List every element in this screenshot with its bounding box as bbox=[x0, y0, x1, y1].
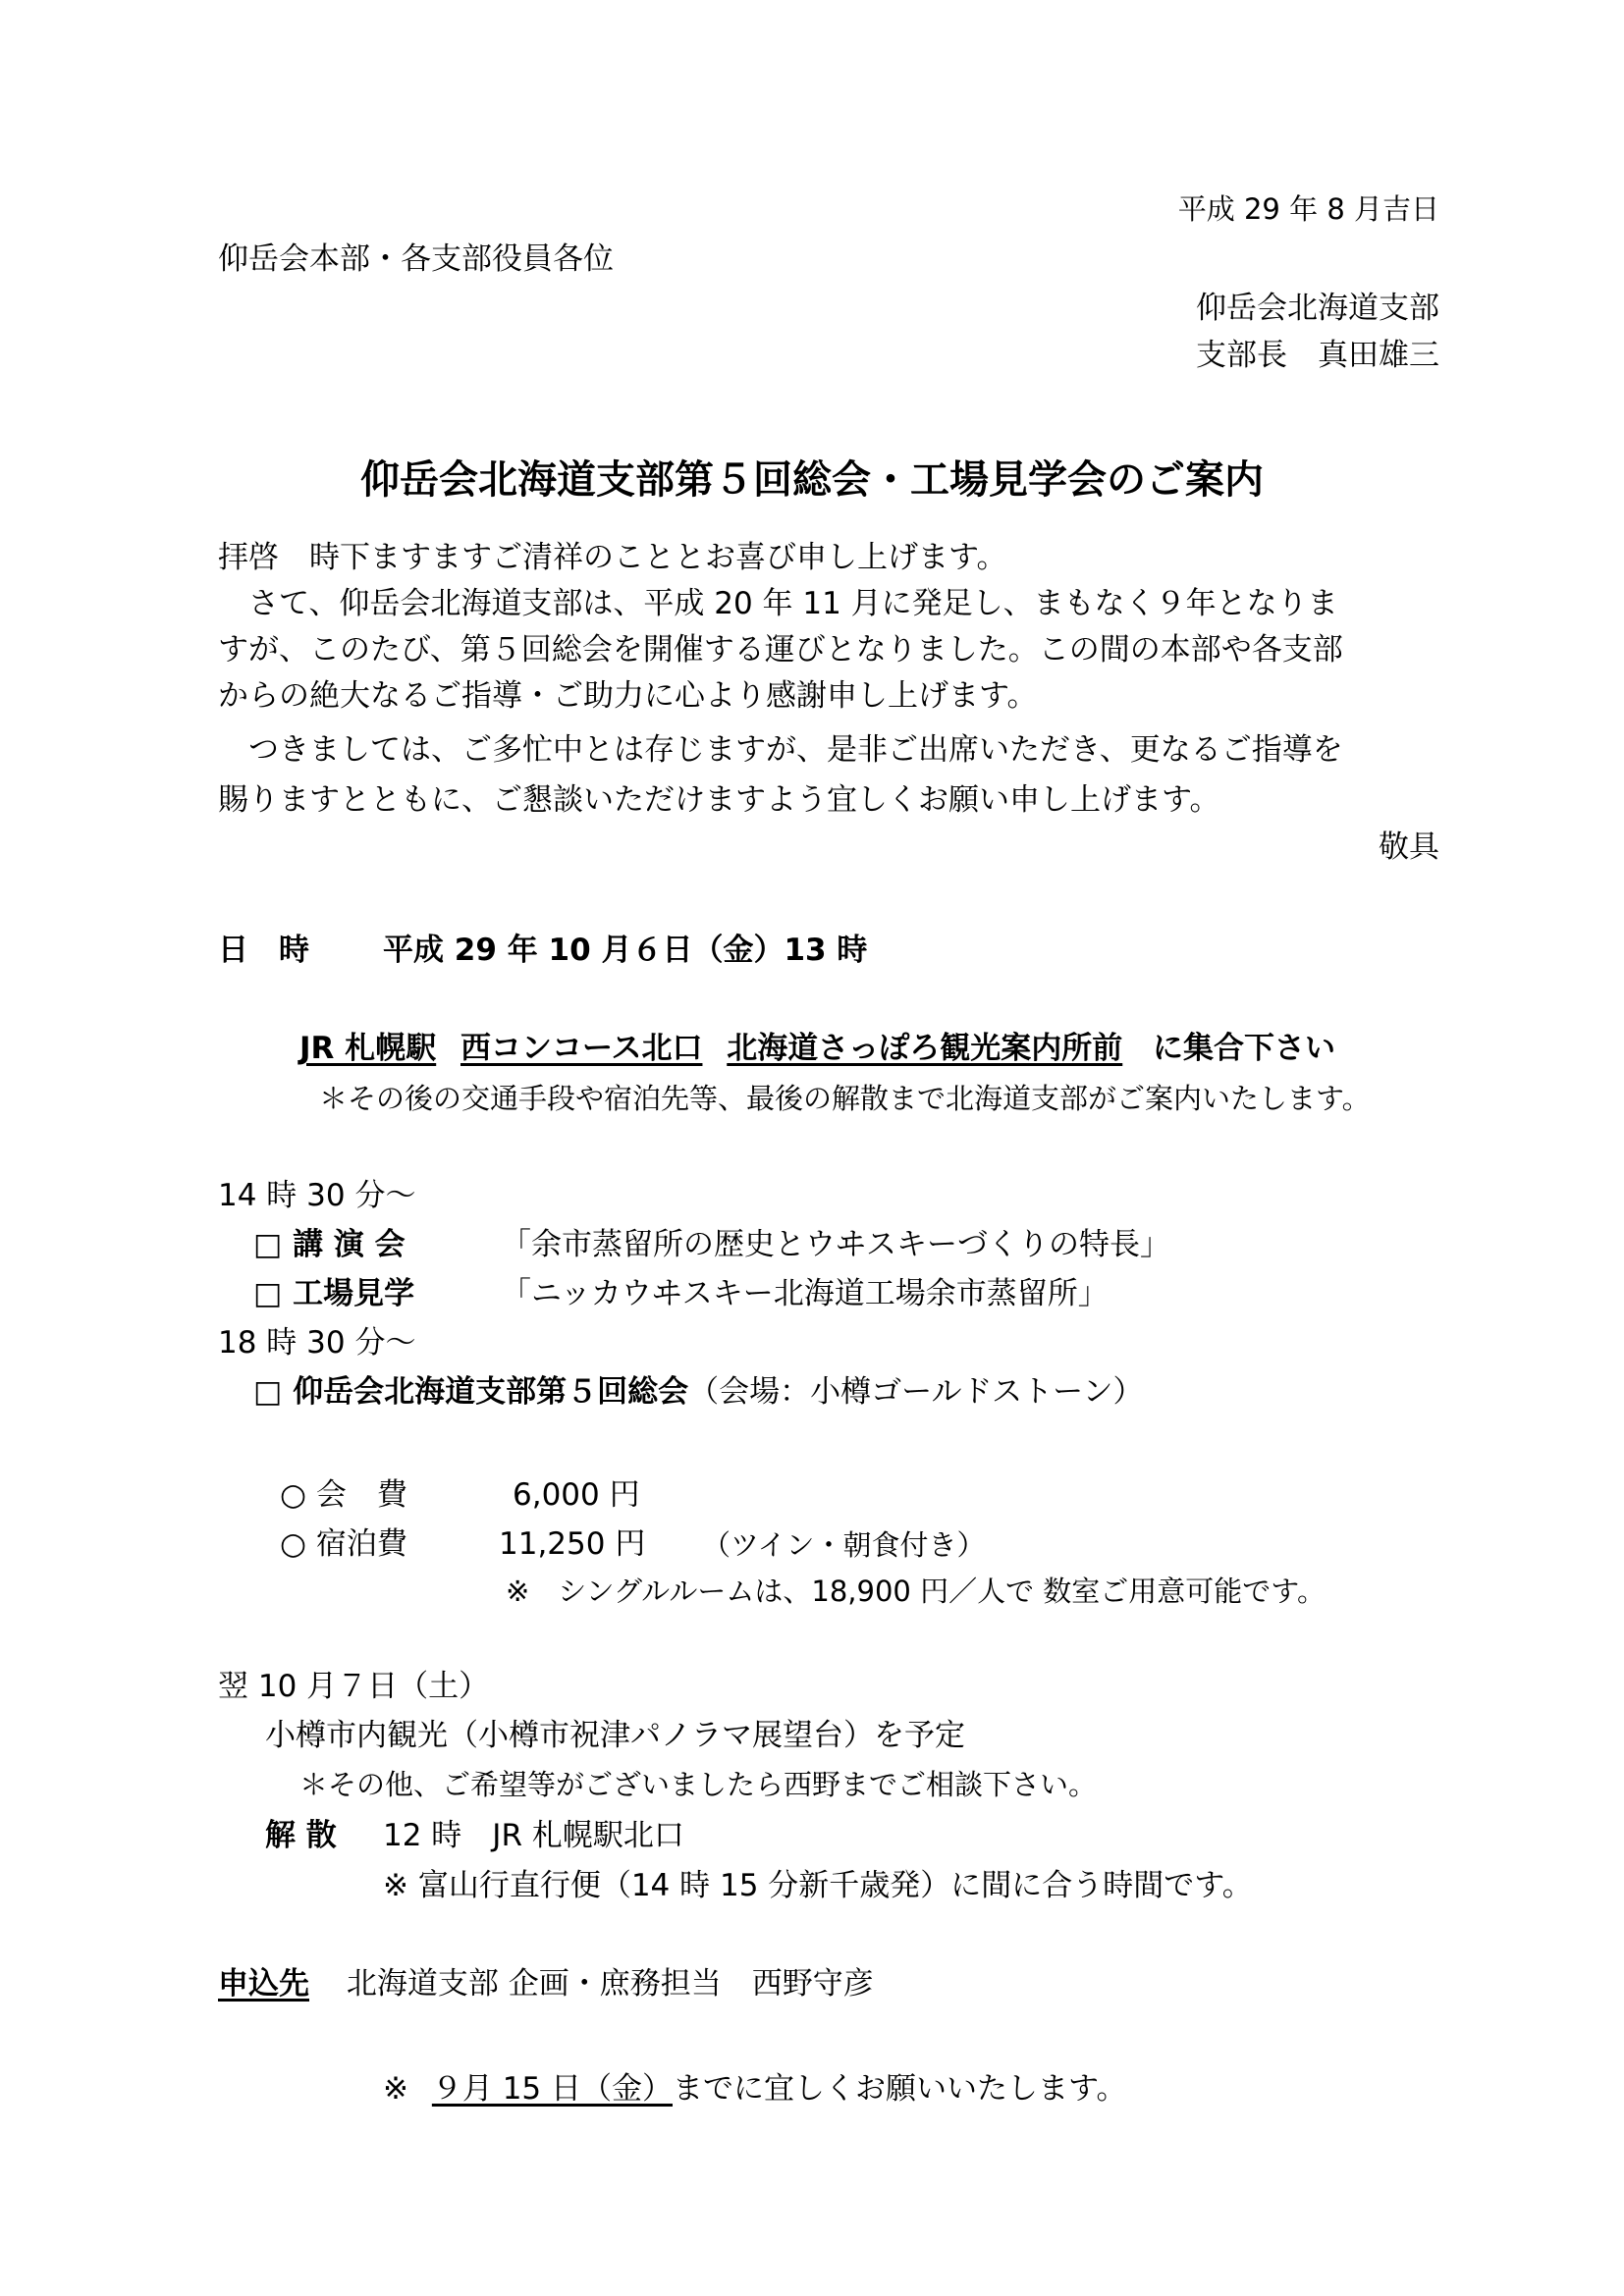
greeting-line: 拝啓 時下ますますご清祥のこととお喜び申し上げます。 bbox=[218, 540, 1007, 575]
lodging-note: （ツイン・朝食付き） bbox=[702, 1528, 986, 1562]
meeting-place: 北海道さっぽろ観光案内所前 bbox=[727, 1031, 1123, 1066]
paragraph-1-line-3: からの絶大なるご指導・ご助力に心より感謝申し上げます。 bbox=[218, 678, 1038, 714]
lodging-value: 11,250 円 bbox=[499, 1526, 646, 1562]
fee-value: 6,000 円 bbox=[513, 1477, 640, 1513]
time-slot-2: 18 時 30 分～ bbox=[218, 1325, 416, 1361]
single-room-note: ※ シングルルームは、18,900 円／人で 数室ご用意可能です。 bbox=[506, 1575, 1326, 1608]
application-label: 申込先 bbox=[218, 1966, 309, 2002]
meeting-suffix: に集合下さい bbox=[1153, 1031, 1336, 1066]
lodging-label: ○ 宿泊費 bbox=[280, 1526, 407, 1562]
paragraph-2-line-2: 賜りますとともに、ご懇談いただけますよう宜しくお願い申し上げます。 bbox=[218, 782, 1220, 818]
document-title: 仰岳会北海道支部第５回総会・工場見学会のご案内 bbox=[360, 457, 1264, 503]
closing-word: 敬具 bbox=[1379, 829, 1439, 865]
deadline-prefix: ※ bbox=[383, 2071, 408, 2107]
meeting-station: JR 札幌駅 bbox=[299, 1031, 437, 1066]
meeting-point bbox=[299, 1031, 1335, 1067]
addressee: 仰岳会本部・各支部役員各位 bbox=[218, 241, 614, 277]
paragraph-2-line-1: つきましては、ご多忙中とは存じますが、是非ご出席いただき、更なるご指導を bbox=[218, 732, 1343, 768]
next-day-plan-note: ＊その他、ご希望等がございましたら西野までご相談下さい。 bbox=[299, 1768, 1098, 1801]
fee-label: ○ 会 費 bbox=[280, 1477, 407, 1513]
deadline-date: ９月 15 日（金） bbox=[431, 2071, 673, 2107]
next-day-date: 翌 10 月７日（土） bbox=[218, 1669, 490, 1704]
assembly-label: □ 仰岳会北海道支部第５回総会 bbox=[253, 1374, 689, 1410]
meeting-note: ＊その後の交通手段や宿泊先等、最後の解散まで北海道支部がご案内いたします。 bbox=[319, 1082, 1371, 1115]
dissolve-value: 12 時 JR 札幌駅北口 bbox=[383, 1818, 684, 1853]
deadline-suffix: までに宜しくお願いいたします。 bbox=[673, 2071, 1127, 2107]
sender-organization: 仰岳会北海道支部 bbox=[1196, 291, 1439, 326]
factory-tour-title: 「ニッカウヰスキー北海道工場余市蒸留所」 bbox=[501, 1276, 1109, 1311]
paragraph-1-line-1: さて、仰岳会北海道支部は、平成 20 年 11 月に発足し、まもなく９年となりま bbox=[218, 586, 1338, 621]
application-line bbox=[218, 1966, 874, 2002]
lecture-title: 「余市蒸留所の歴史とウヰスキーづくりの特長」 bbox=[501, 1227, 1170, 1262]
deadline-line bbox=[383, 2071, 1127, 2108]
sender-name: 支部長 真田雄三 bbox=[1196, 338, 1439, 373]
application-contact: 北海道支部 企画・庶務担当 西野守彦 bbox=[346, 1966, 874, 2002]
lecture-label: □ 講 演 会 bbox=[253, 1227, 406, 1262]
assembly-venue: （会場：小樽ゴールドストーン） bbox=[688, 1374, 1144, 1410]
assembly-line bbox=[253, 1374, 1144, 1411]
meeting-concourse: 西コンコース北口 bbox=[460, 1031, 703, 1066]
document-date: 平成 29 年 8 月吉日 bbox=[1177, 192, 1439, 226]
next-day-plan: 小樽市内観光（小樽市祝津パノラマ展望台）を予定 bbox=[265, 1718, 965, 1753]
dissolve-note: ※ 富山行直行便（14 時 15 分新千歳発）に間に合う時間です。 bbox=[383, 1868, 1253, 1903]
factory-tour-label: □ 工場見学 bbox=[253, 1276, 415, 1311]
time-slot-1: 14 時 30 分～ bbox=[218, 1178, 416, 1213]
date-label: 日 時 bbox=[218, 933, 309, 968]
date-value: 平成 29 年 10 月６日（金）13 時 bbox=[383, 933, 868, 968]
dissolve-label: 解 散 bbox=[265, 1818, 337, 1853]
paragraph-1-line-2: すが、このたび、第５回総会を開催する運びとなりました。この間の本部や各支部 bbox=[218, 632, 1343, 667]
